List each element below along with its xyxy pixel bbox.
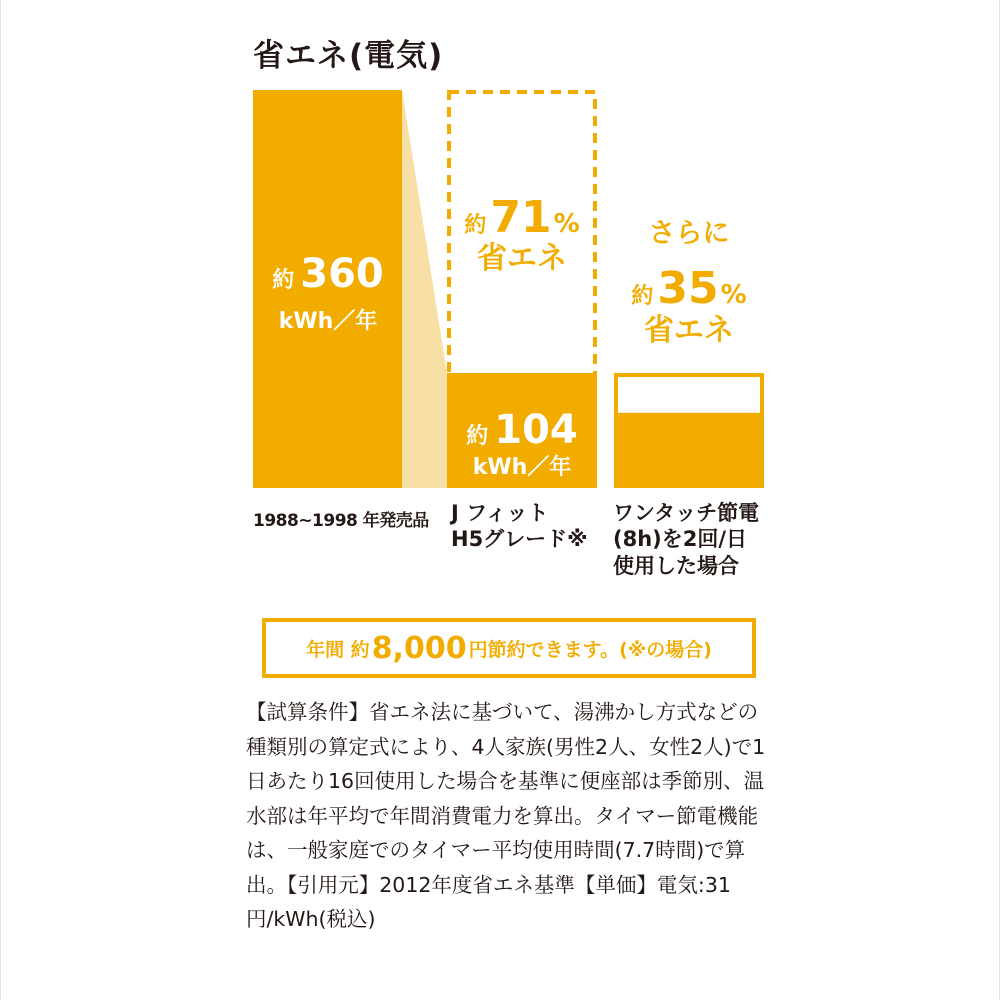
caption-bar-2 [451, 500, 588, 553]
saving-1-percent-part: 71 [490, 192, 552, 243]
banner-unit: 円 [468, 638, 488, 661]
caption-bar-3 [613, 500, 759, 579]
saving-2-lead-part: さらに [648, 218, 730, 249]
bar-2-value-label-part: 約 [466, 424, 489, 450]
saving-1-text [477, 241, 567, 276]
bar-3 [614, 413, 764, 488]
bar-2-unit-label [473, 454, 572, 480]
saving-2-lead [649, 218, 730, 249]
saving-1-text-part: 省エネ [477, 241, 567, 276]
caption-bar-1-text: 1988~1998 年発売品 [253, 511, 429, 531]
saving-2-percent [631, 263, 746, 314]
savings-banner [262, 618, 756, 678]
banner-note: (※の場合) [619, 638, 712, 661]
caption-bar-3-line-2: (8h)を2回/日 [613, 527, 748, 552]
chart-title: 省エネ(電気) [253, 38, 444, 74]
bar-2-value-label-part: 104 [494, 407, 578, 454]
saving-1-percent [464, 192, 579, 243]
bar-1-unit-label [279, 308, 378, 334]
bar-1-value-label-part: 360 [300, 251, 384, 297]
calculation-conditions: 【試算条件】省エネ法に基づいて、湯沸かし方式などの種類別の算定式により、4人家族(男性2人、女性2人)で1日あたり16回使用した場合を基準に便座部は季節別、温水部は年平均で年間消費電力を算出。タイマー節電機能は、一般家庭でのタイマー平均使用時間(7.7時間)で算出。【引用元】2012年度省エネ基準【単価】電気:31円/kWh(税込) [246, 700, 766, 931]
caption-bar-3-line-3: 使用した場合 [613, 553, 739, 578]
saving-2-text [644, 313, 734, 348]
caption-bar-2-line-2: H5グレード※ [451, 527, 588, 552]
banner-amount: 8,000 [371, 630, 467, 666]
connector-wedge [402, 90, 447, 488]
saving-2-percent-part: 35 [657, 263, 719, 314]
bar-1-value-label-part: 約 [272, 268, 295, 293]
banner-tail: 節約できます。 [487, 638, 620, 661]
saving-1-percent-part: % [553, 209, 580, 239]
saving-2-percent-part: % [720, 280, 747, 310]
saving-1-percent-part: 約 [464, 213, 487, 238]
saving-2-percent-part: 約 [631, 284, 654, 309]
caption-bar-2-line-1: J フィット [451, 501, 549, 525]
bar-2-unit-label-part: kWh／年 [472, 455, 572, 481]
caption-bar-1 [253, 511, 429, 532]
banner-lead: 年間 約 [306, 638, 370, 661]
bar-1-unit-label-part: kWh／年 [278, 309, 378, 334]
saving-2-text-part: 省エネ [644, 313, 734, 348]
caption-bar-3-line-1: ワンタッチ節電 [613, 501, 760, 525]
